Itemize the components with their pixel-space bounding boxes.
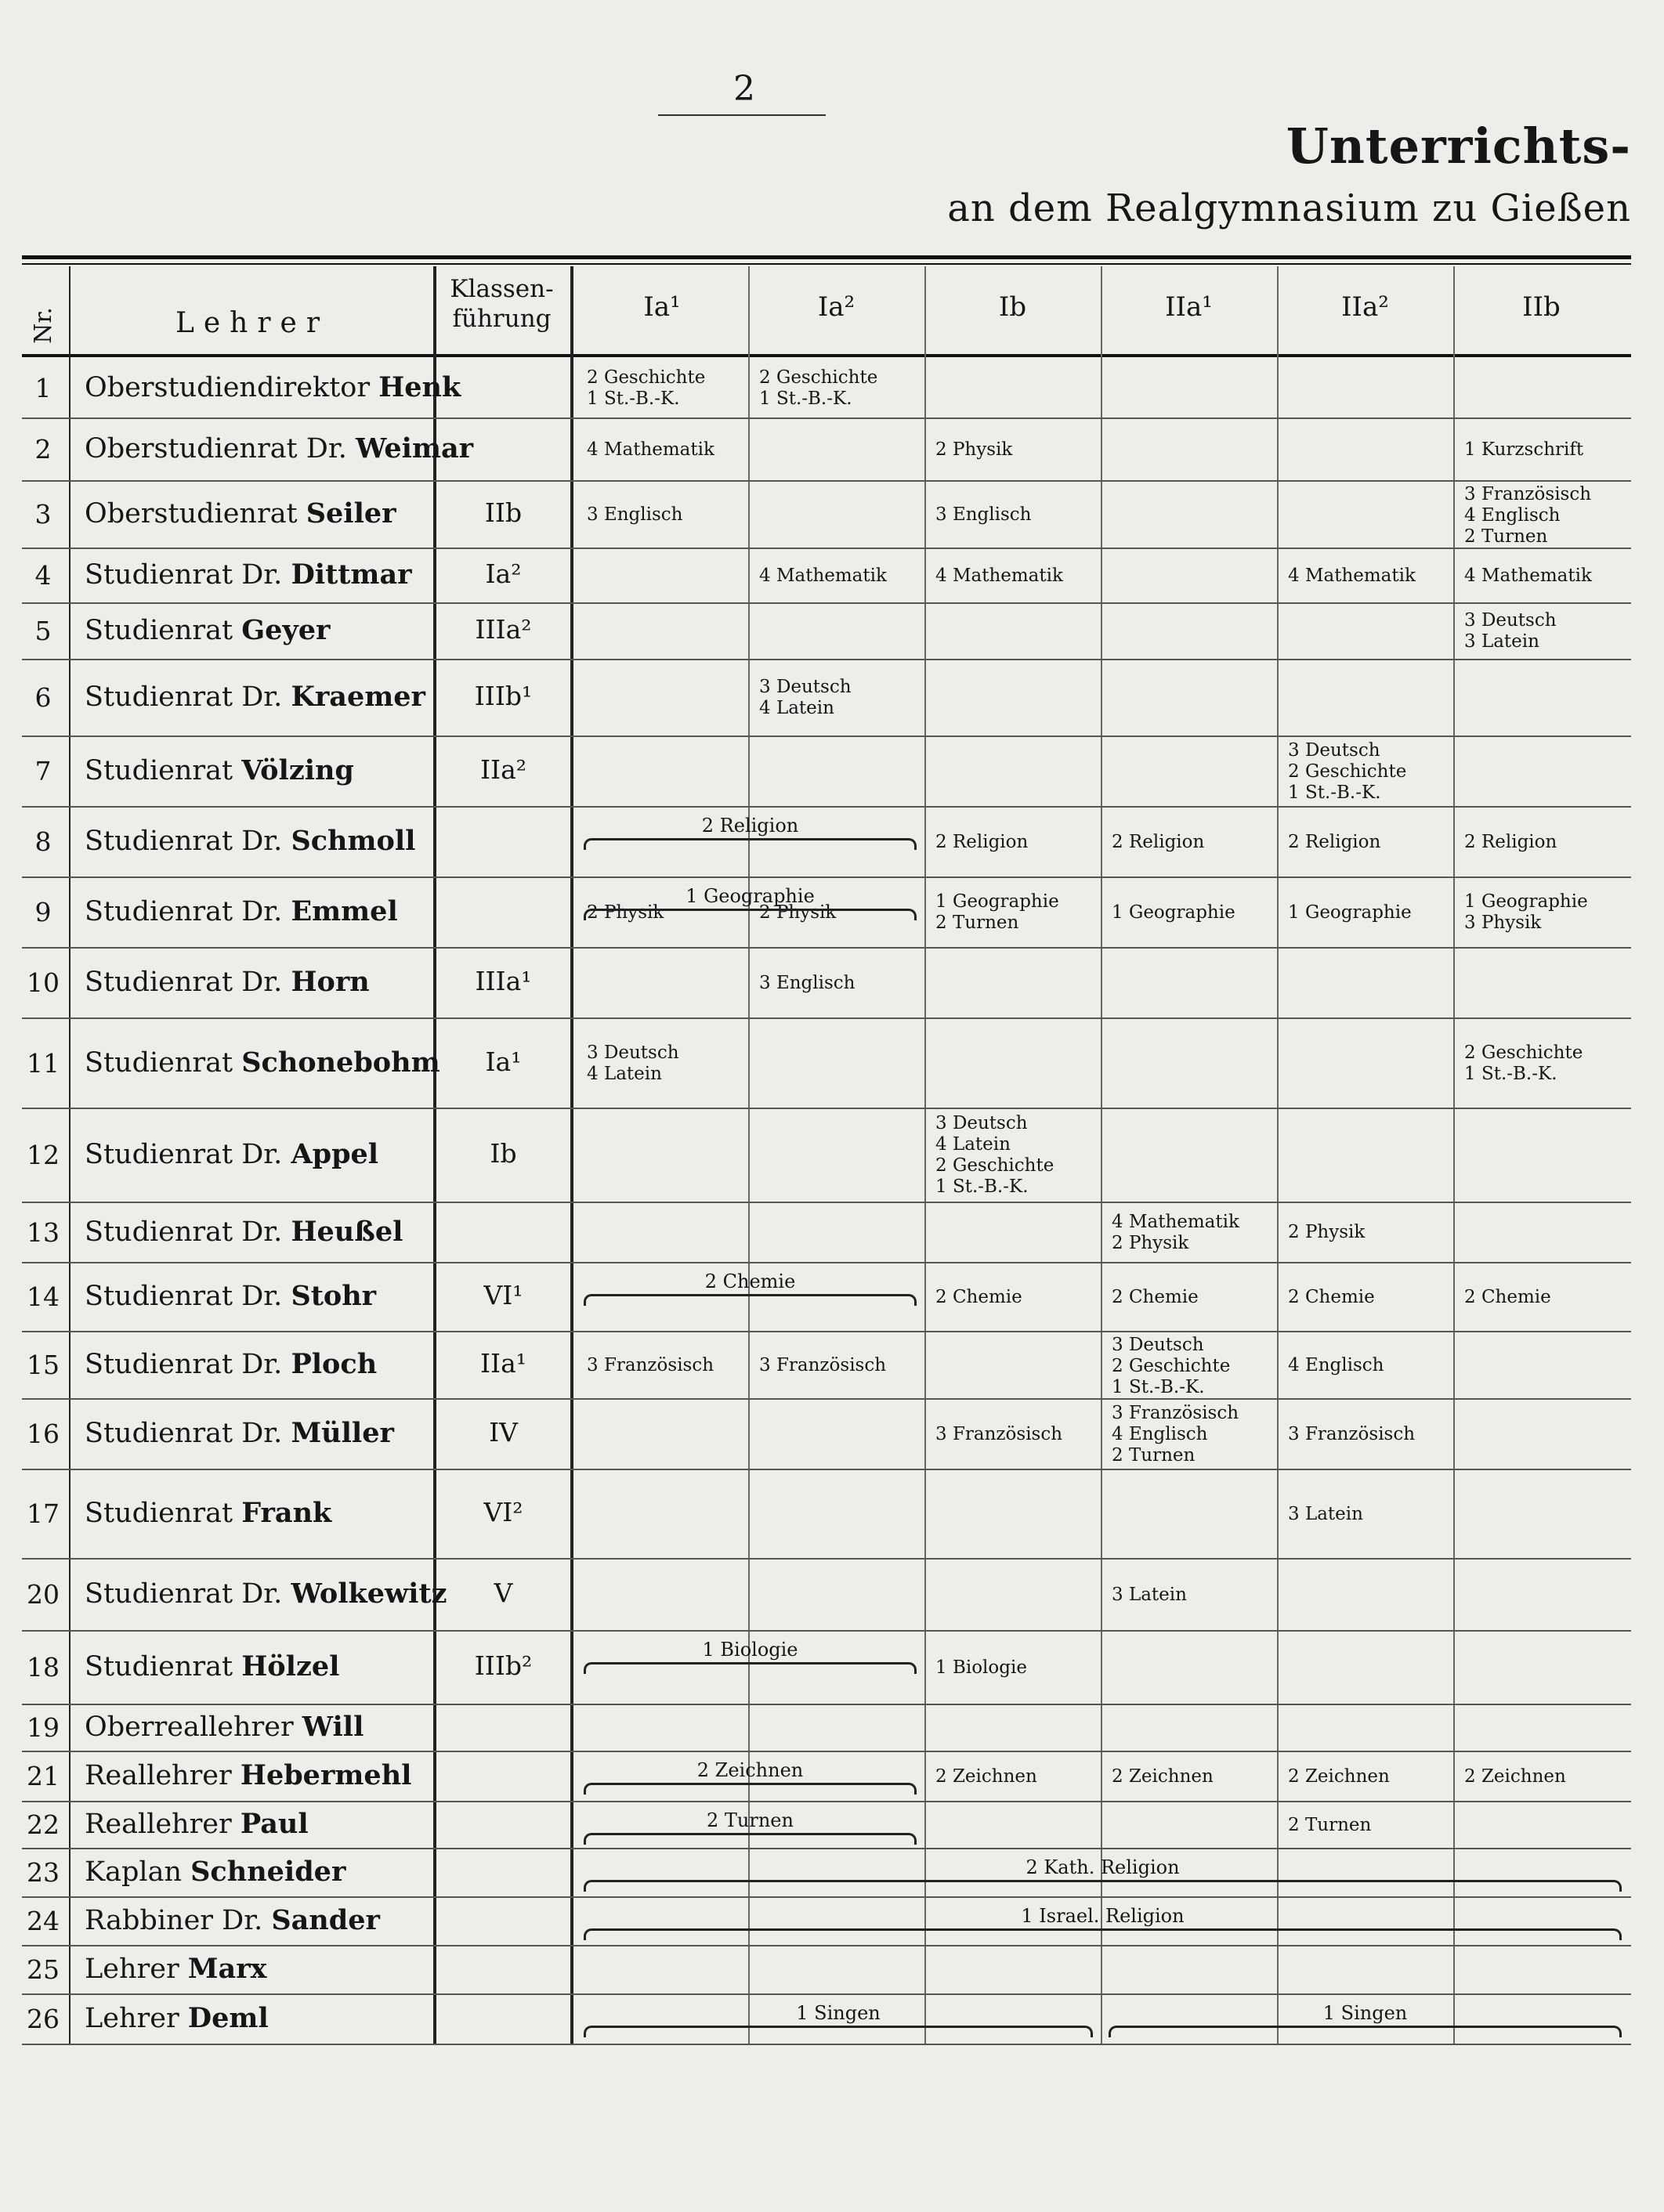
teacher-name bbox=[85, 2002, 269, 2034]
page-number-rule bbox=[658, 114, 826, 116]
class-leadership: IIa² bbox=[480, 754, 526, 785]
row-rule bbox=[22, 1801, 1631, 1802]
lesson-cell: 1 Biologie bbox=[935, 1657, 1027, 1678]
teacher-title: Reallehrer bbox=[85, 1760, 241, 1791]
row-rule bbox=[22, 947, 1631, 949]
page-number: 2 bbox=[733, 69, 755, 109]
header-class-5: IIb bbox=[1522, 291, 1561, 323]
teacher-surname: Müller bbox=[291, 1417, 394, 1449]
lesson-cell: 3 Französisch 4 Englisch 2 Turnen bbox=[1112, 1402, 1239, 1466]
row-nr: 9 bbox=[34, 897, 52, 927]
header-klassenfuehrung bbox=[433, 274, 570, 334]
spanning-lesson: 2 Chemie bbox=[704, 1270, 796, 1292]
row-nr: 4 bbox=[34, 560, 52, 591]
col-divider-klasse bbox=[570, 266, 573, 2044]
row-rule bbox=[22, 1751, 1631, 1752]
header-klassen-line1: Klassen- bbox=[450, 275, 554, 303]
teacher-surname: Paul bbox=[240, 1808, 309, 1840]
teacher-title: Lehrer bbox=[85, 2003, 188, 2034]
teacher-name bbox=[85, 681, 425, 713]
lesson-cell: 3 Französisch 4 Englisch 2 Turnen bbox=[1464, 484, 1592, 547]
teacher-surname: Appel bbox=[291, 1138, 379, 1170]
teacher-name bbox=[85, 1808, 309, 1840]
header-class-2: Ib bbox=[998, 291, 1027, 323]
lesson-cell: 3 Englisch bbox=[759, 972, 856, 993]
teacher-surname: Wolkewitz bbox=[291, 1578, 447, 1610]
class-leadership: IIa¹ bbox=[480, 1348, 526, 1379]
row-nr: 2 bbox=[34, 434, 52, 464]
span-brace bbox=[584, 1783, 917, 1795]
row-rule bbox=[22, 806, 1631, 808]
teacher-title: Studienrat bbox=[85, 755, 242, 786]
lesson-cell: 3 Französisch bbox=[759, 1354, 887, 1375]
class-leadership: IIIb¹ bbox=[474, 681, 533, 711]
teacher-title: Studienrat Dr. bbox=[85, 559, 291, 591]
row-rule bbox=[22, 1945, 1631, 1946]
lesson-cell: 4 Mathematik bbox=[1464, 565, 1592, 586]
lesson-cell: 4 Mathematik bbox=[587, 439, 714, 460]
span-brace bbox=[584, 909, 917, 920]
lesson-cell: 3 Latein bbox=[1288, 1503, 1363, 1524]
class-leadership: Ia² bbox=[485, 558, 522, 589]
lesson-cell: 3 Deutsch 2 Geschichte 1 St.-B.-K. bbox=[1288, 739, 1407, 803]
lesson-cell: 1 Geographie bbox=[1288, 902, 1412, 923]
teacher-surname: Stohr bbox=[291, 1280, 377, 1312]
teacher-name bbox=[85, 1138, 378, 1170]
row-nr: 20 bbox=[27, 1579, 60, 1610]
header-rule bbox=[22, 354, 1631, 357]
lesson-cell: 2 Religion bbox=[1464, 831, 1557, 852]
row-rule bbox=[22, 1896, 1631, 1898]
teacher-name bbox=[85, 1280, 376, 1312]
row-nr: 1 bbox=[34, 373, 52, 403]
lesson-cell: 3 Englisch bbox=[935, 504, 1032, 525]
lesson-cell: 3 Französisch bbox=[1288, 1423, 1416, 1444]
lesson-cell: 2 Zeichnen bbox=[1288, 1766, 1390, 1787]
teacher-title: Studienrat bbox=[85, 1498, 242, 1529]
teacher-name bbox=[85, 966, 370, 998]
row-rule bbox=[22, 2044, 1631, 2045]
teacher-name bbox=[85, 1497, 331, 1529]
teacher-title: Studienrat bbox=[85, 615, 242, 646]
teacher-name bbox=[85, 1904, 380, 1936]
col-divider-class bbox=[924, 266, 926, 2044]
page-subtitle: an dem Realgymnasium zu Gießen bbox=[947, 186, 1631, 230]
teacher-name bbox=[85, 1046, 440, 1079]
teacher-title: Studienrat Dr. bbox=[85, 1281, 291, 1312]
row-rule bbox=[22, 659, 1631, 660]
row-nr: 24 bbox=[27, 1906, 60, 1936]
row-nr: 7 bbox=[34, 756, 52, 786]
teacher-title: Studienrat Dr. bbox=[85, 681, 291, 713]
span-brace bbox=[584, 838, 917, 850]
teacher-name bbox=[85, 1856, 345, 1888]
span-brace bbox=[584, 1880, 1622, 1892]
teacher-title: Rabbiner Dr. bbox=[85, 1905, 272, 1936]
lesson-cell: 2 Zeichnen bbox=[1464, 1766, 1566, 1787]
teacher-title: Studienrat Dr. bbox=[85, 967, 291, 998]
teacher-surname: Deml bbox=[187, 2002, 269, 2034]
col-divider-class bbox=[1101, 266, 1102, 2044]
class-leadership: Ia¹ bbox=[485, 1046, 522, 1077]
lesson-cell: 2 Physik bbox=[935, 439, 1013, 460]
header-nr: Nr. bbox=[29, 306, 57, 344]
lesson-cell: 4 Mathematik bbox=[935, 565, 1063, 586]
teacher-title: Studienrat Dr. bbox=[85, 896, 291, 927]
teacher-surname: Völzing bbox=[241, 754, 354, 786]
teacher-title: Reallehrer bbox=[85, 1809, 241, 1840]
lesson-cell: 2 Religion bbox=[1112, 831, 1205, 852]
teacher-name bbox=[85, 1417, 394, 1449]
row-rule bbox=[22, 1704, 1631, 1705]
lesson-cell: 4 Englisch bbox=[1288, 1354, 1384, 1375]
teacher-title: Studienrat bbox=[85, 1046, 242, 1079]
teacher-surname: Marx bbox=[187, 1953, 267, 1985]
teacher-name bbox=[85, 558, 412, 591]
teacher-title: Oberreallehrer bbox=[85, 1711, 302, 1743]
row-nr: 6 bbox=[34, 682, 52, 713]
teacher-title: Studienrat Dr. bbox=[85, 1139, 291, 1170]
span-brace bbox=[584, 1294, 917, 1306]
lesson-cell: 2 Geschichte 1 St.-B.-K. bbox=[1464, 1042, 1583, 1084]
row-rule bbox=[22, 1202, 1631, 1203]
teacher-surname: Schmoll bbox=[291, 825, 416, 857]
teacher-surname: Schonebohm bbox=[241, 1046, 440, 1079]
lesson-cell: 1 Geographie 2 Turnen bbox=[935, 891, 1059, 933]
lesson-cell: 2 Chemie bbox=[1288, 1286, 1375, 1307]
row-rule bbox=[22, 602, 1631, 604]
lesson-cell: 2 Religion bbox=[1288, 831, 1381, 852]
lesson-cell: 2 Chemie bbox=[935, 1286, 1022, 1307]
row-rule bbox=[22, 1469, 1631, 1470]
teacher-title: Oberstudiendirektor bbox=[85, 372, 379, 403]
lesson-cell: 3 Deutsch 3 Latein bbox=[1464, 610, 1557, 652]
class-leadership: VI² bbox=[483, 1497, 523, 1527]
teacher-surname: Hölzel bbox=[241, 1650, 340, 1682]
teacher-surname: Hebermehl bbox=[240, 1759, 412, 1791]
teacher-name bbox=[85, 895, 398, 927]
teacher-title: Studienrat bbox=[85, 1651, 242, 1682]
lesson-cell: 2 Geschichte 1 St.-B.-K. bbox=[587, 367, 706, 409]
page-title: Unterrichts- bbox=[1286, 117, 1631, 175]
teacher-surname: Horn bbox=[291, 966, 370, 998]
row-rule bbox=[22, 1017, 1631, 1019]
lesson-cell: 2 Zeichnen bbox=[1112, 1766, 1214, 1787]
col-divider-class bbox=[1277, 266, 1279, 2044]
teacher-title: Studienrat Dr. bbox=[85, 1578, 291, 1610]
teacher-surname: Heußel bbox=[291, 1215, 403, 1248]
class-leadership: IIb bbox=[484, 497, 523, 528]
span-brace bbox=[584, 1662, 917, 1674]
teacher-name bbox=[85, 1578, 447, 1610]
lesson-cell: 3 Französisch bbox=[935, 1423, 1063, 1444]
row-nr: 22 bbox=[27, 1809, 60, 1840]
lesson-cell: 1 Kurzschrift bbox=[1464, 439, 1584, 460]
teacher-surname: Dittmar bbox=[291, 558, 412, 591]
teacher-name bbox=[85, 1953, 267, 1985]
teacher-name bbox=[85, 614, 330, 646]
teacher-surname: Kraemer bbox=[291, 681, 425, 713]
row-nr: 17 bbox=[27, 1498, 60, 1529]
header-class-0: Ia¹ bbox=[643, 291, 681, 323]
lesson-cell: 2 Physik bbox=[759, 902, 837, 923]
row-nr: 13 bbox=[27, 1216, 60, 1248]
teacher-surname: Frank bbox=[241, 1497, 332, 1529]
lesson-cell: 3 Französisch bbox=[587, 1354, 714, 1375]
row-rule bbox=[22, 1848, 1631, 1849]
top-rule bbox=[22, 255, 1631, 259]
row-nr: 10 bbox=[27, 967, 60, 998]
teacher-title: Studienrat Dr. bbox=[85, 826, 291, 857]
row-nr: 12 bbox=[27, 1140, 60, 1170]
row-nr: 16 bbox=[27, 1419, 60, 1449]
spanning-lesson: 1 Singen bbox=[796, 2002, 881, 2024]
row-nr: 21 bbox=[27, 1761, 60, 1791]
row-rule bbox=[22, 1108, 1631, 1109]
teacher-surname: Schneider bbox=[190, 1856, 346, 1888]
span-brace bbox=[1109, 2026, 1622, 2037]
lesson-cell: 2 Chemie bbox=[1112, 1286, 1199, 1307]
span-brace bbox=[584, 1928, 1622, 1940]
spanning-lesson: 1 Geographie bbox=[685, 885, 815, 907]
col-divider-class bbox=[1453, 266, 1455, 2044]
lesson-cell: 3 Deutsch 2 Geschichte 1 St.-B.-K. bbox=[1112, 1335, 1231, 1397]
teacher-name bbox=[85, 1348, 377, 1380]
teacher-name bbox=[85, 1650, 339, 1682]
lesson-cell: 2 Physik bbox=[587, 902, 664, 923]
lesson-cell: 2 Geschichte 1 St.-B.-K. bbox=[759, 367, 878, 409]
row-nr: 18 bbox=[27, 1652, 60, 1682]
teacher-surname: Seiler bbox=[306, 497, 396, 530]
row-nr: 25 bbox=[27, 1954, 60, 1985]
header-class-1: Ia² bbox=[817, 291, 856, 323]
lesson-cell: 1 Geographie 3 Physik bbox=[1464, 891, 1588, 933]
spanning-lesson: 1 Israel. Religion bbox=[1021, 1905, 1185, 1927]
class-leadership: IV bbox=[489, 1417, 518, 1448]
row-rule bbox=[22, 417, 1631, 419]
spanning-lesson: 1 Biologie bbox=[702, 1639, 798, 1661]
span-brace bbox=[584, 1833, 917, 1845]
teacher-name bbox=[85, 432, 473, 464]
row-nr: 11 bbox=[27, 1047, 60, 1079]
header-klassen-line2: führung bbox=[452, 305, 552, 333]
teacher-surname: Weimar bbox=[355, 432, 474, 464]
teacher-title: Oberstudienrat bbox=[85, 498, 306, 530]
teacher-surname: Henk bbox=[378, 371, 461, 403]
row-nr: 8 bbox=[34, 826, 52, 857]
row-rule bbox=[22, 1262, 1631, 1263]
row-rule bbox=[22, 480, 1631, 482]
teacher-name bbox=[85, 1711, 364, 1743]
teacher-name bbox=[85, 497, 396, 530]
header-class-4: IIa² bbox=[1341, 291, 1389, 323]
lesson-cell: 3 Englisch bbox=[587, 504, 683, 525]
class-leadership: IIIb² bbox=[474, 1650, 533, 1681]
lesson-cell: 2 Zeichnen bbox=[935, 1766, 1037, 1787]
teacher-name bbox=[85, 371, 461, 403]
lesson-cell: 4 Mathematik bbox=[1288, 565, 1416, 586]
row-rule bbox=[22, 1630, 1631, 1632]
lesson-cell: 3 Deutsch 4 Latein bbox=[587, 1042, 679, 1084]
lesson-cell: 2 Chemie bbox=[1464, 1286, 1551, 1307]
col-divider-lehrer bbox=[433, 266, 436, 2044]
class-leadership: V bbox=[494, 1578, 513, 1608]
class-leadership: IIIa¹ bbox=[475, 966, 532, 996]
row-nr: 23 bbox=[27, 1857, 60, 1888]
teacher-name bbox=[85, 825, 415, 857]
row-rule bbox=[22, 876, 1631, 878]
row-rule bbox=[22, 736, 1631, 737]
row-rule bbox=[22, 1993, 1631, 1995]
spanning-lesson: 2 Zeichnen bbox=[696, 1759, 804, 1781]
teacher-surname: Ploch bbox=[291, 1348, 378, 1380]
top-rule-thin bbox=[22, 263, 1631, 265]
span-brace bbox=[584, 2026, 1093, 2037]
teacher-surname: Will bbox=[302, 1711, 364, 1743]
lesson-cell: 3 Deutsch 4 Latein bbox=[759, 677, 852, 718]
lesson-cell: 4 Mathematik bbox=[759, 565, 887, 586]
lesson-cell: 3 Latein bbox=[1112, 1584, 1187, 1605]
lesson-cell: 1 Geographie bbox=[1112, 902, 1235, 923]
row-nr: 19 bbox=[27, 1712, 60, 1743]
class-leadership: Ib bbox=[490, 1138, 517, 1169]
teacher-surname: Geyer bbox=[241, 614, 331, 646]
spanning-lesson: 2 Religion bbox=[701, 815, 799, 837]
teacher-name bbox=[85, 1216, 403, 1248]
spanning-lesson: 1 Singen bbox=[1322, 2002, 1408, 2024]
lesson-cell: 3 Deutsch 4 Latein 2 Geschichte 1 St.-B.-K. bbox=[935, 1113, 1054, 1197]
row-rule bbox=[22, 1398, 1631, 1400]
spanning-lesson: 2 Kath. Religion bbox=[1026, 1856, 1180, 1878]
teacher-surname: Sander bbox=[271, 1904, 380, 1936]
row-nr: 14 bbox=[27, 1281, 60, 1312]
class-leadership: IIIa² bbox=[475, 614, 532, 645]
teacher-title: Oberstudienrat Dr. bbox=[85, 433, 356, 464]
teacher-name bbox=[85, 754, 354, 786]
row-rule bbox=[22, 1331, 1631, 1332]
teacher-title: Lehrer bbox=[85, 1954, 188, 1985]
row-rule bbox=[22, 548, 1631, 549]
teacher-title: Studienrat Dr. bbox=[85, 1349, 291, 1380]
row-nr: 15 bbox=[27, 1350, 60, 1380]
row-nr: 3 bbox=[34, 499, 52, 530]
lesson-cell: 2 Religion bbox=[935, 831, 1029, 852]
spanning-lesson: 2 Turnen bbox=[707, 1809, 794, 1831]
lesson-cell: 2 Physik bbox=[1288, 1222, 1366, 1242]
lesson-cell: 4 Mathematik 2 Physik bbox=[1112, 1211, 1239, 1253]
row-nr: 26 bbox=[27, 2004, 60, 2034]
teacher-title: Studienrat Dr. bbox=[85, 1216, 291, 1248]
header-lehrer: Lehrer bbox=[175, 307, 330, 339]
teacher-title: Kaplan bbox=[85, 1856, 191, 1888]
header-class-3: IIa¹ bbox=[1165, 291, 1213, 323]
row-nr: 5 bbox=[34, 616, 52, 646]
class-leadership: VI¹ bbox=[483, 1280, 523, 1310]
teacher-surname: Emmel bbox=[291, 895, 398, 927]
lesson-cell: 2 Turnen bbox=[1288, 1814, 1372, 1835]
teacher-title: Studienrat Dr. bbox=[85, 1418, 291, 1449]
teacher-name bbox=[85, 1759, 411, 1791]
row-rule bbox=[22, 1558, 1631, 1560]
